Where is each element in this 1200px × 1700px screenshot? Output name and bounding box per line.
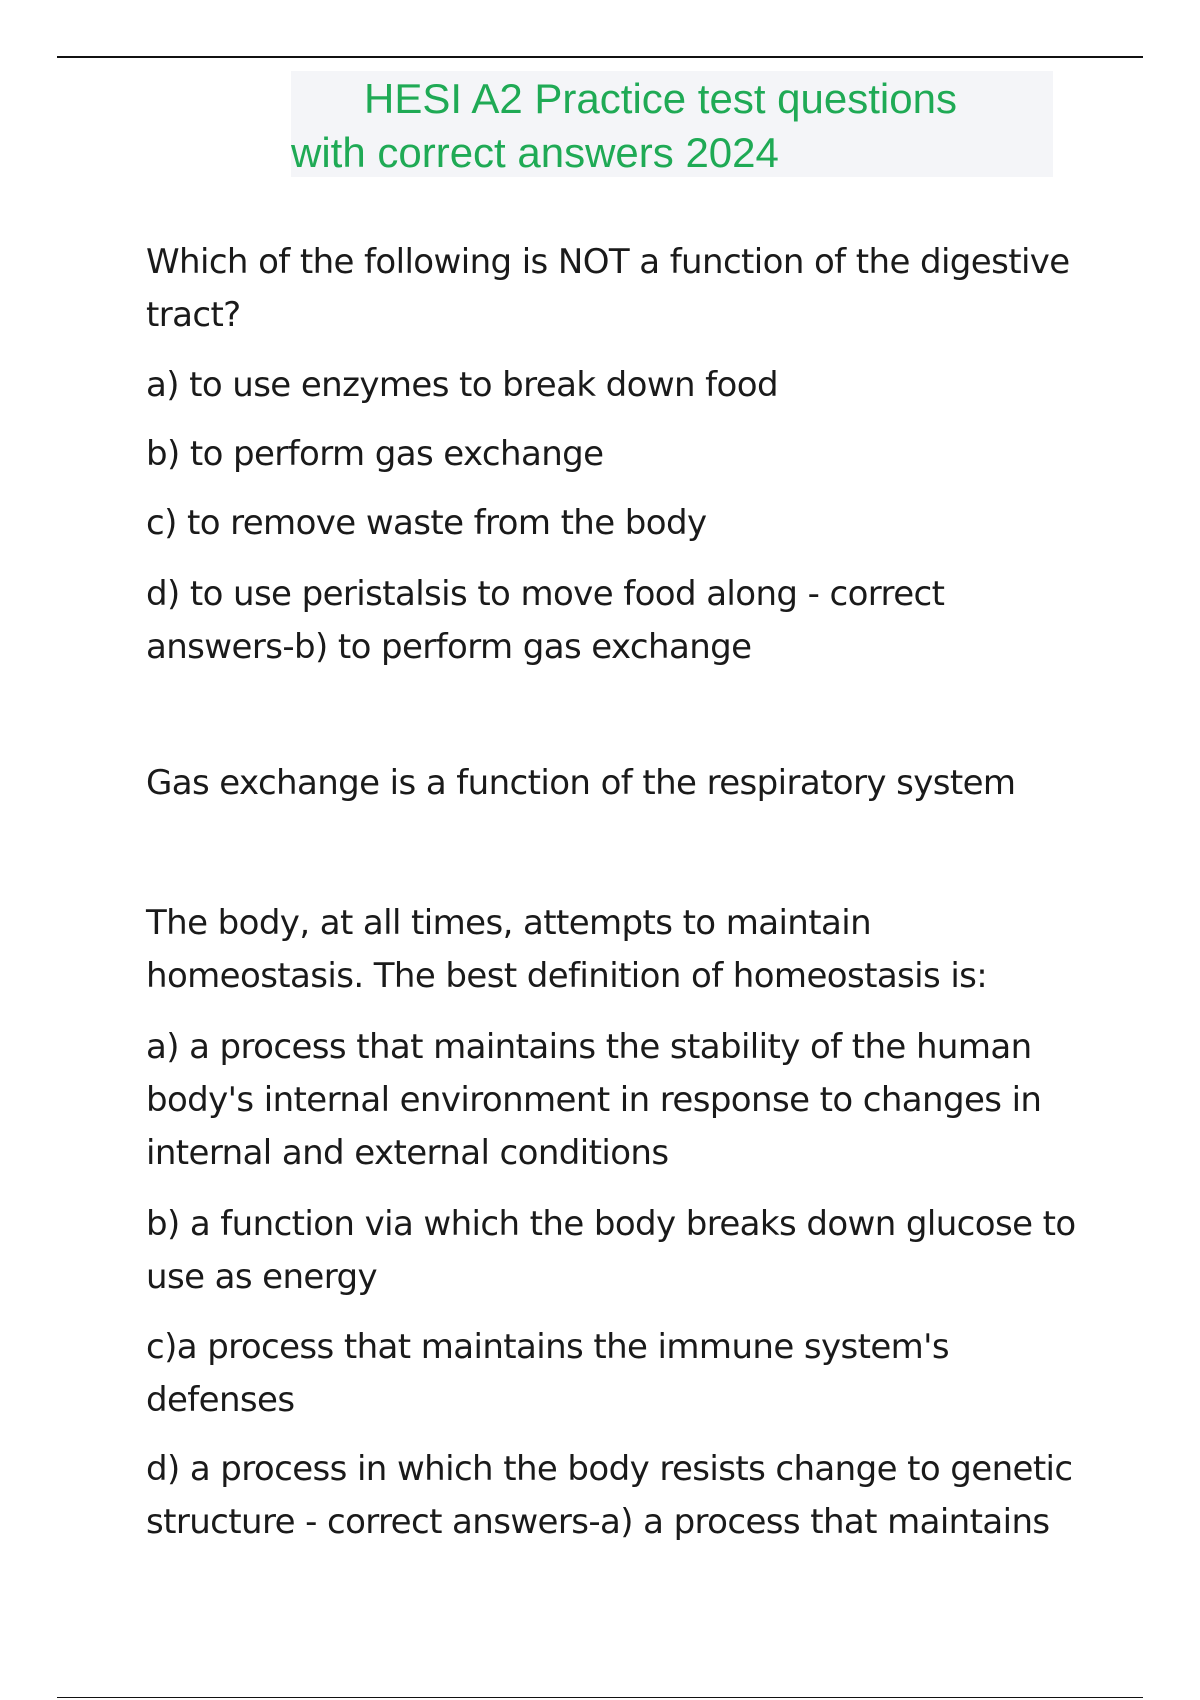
- question-1-explanation: Gas exchange is a function of the respiratory system: [146, 763, 1016, 803]
- document-title-line-2: with correct answers 2024: [291, 129, 779, 176]
- question-1-option-a: a) to use enzymes to break down food: [146, 365, 778, 405]
- question-2-option-d-with-answer: d) a process in which the body resists change to genetic structure - correct answers-a) a process that maintains: [146, 1449, 1073, 1542]
- document-title-line-1: HESI A2 Practice test questions: [364, 75, 957, 122]
- question-2-option-a: a) a process that maintains the stability of the human body's internal environment in response to changes in internal and external conditions: [146, 1027, 1042, 1173]
- question-2-stem: The body, at all times, attempts to maintain homeostasis. The best definition of homeostasis is:: [146, 903, 988, 996]
- question-1-option-c: c) to remove waste from the body: [146, 503, 707, 543]
- top-rule: [57, 56, 1143, 58]
- question-1-stem: Which of the following is NOT a function of the digestive tract?: [146, 242, 1070, 335]
- bottom-rule: [57, 1697, 1143, 1698]
- question-1-option-d-with-answer: d) to use peristalsis to move food along - correct answers-b) to perform gas exchange: [146, 574, 945, 667]
- question-2-option-c: c)a process that maintains the immune system's defenses: [146, 1327, 950, 1420]
- question-2-option-b: b) a function via which the body breaks down glucose to use as energy: [146, 1204, 1076, 1297]
- question-1-option-b: b) to perform gas exchange: [146, 434, 604, 474]
